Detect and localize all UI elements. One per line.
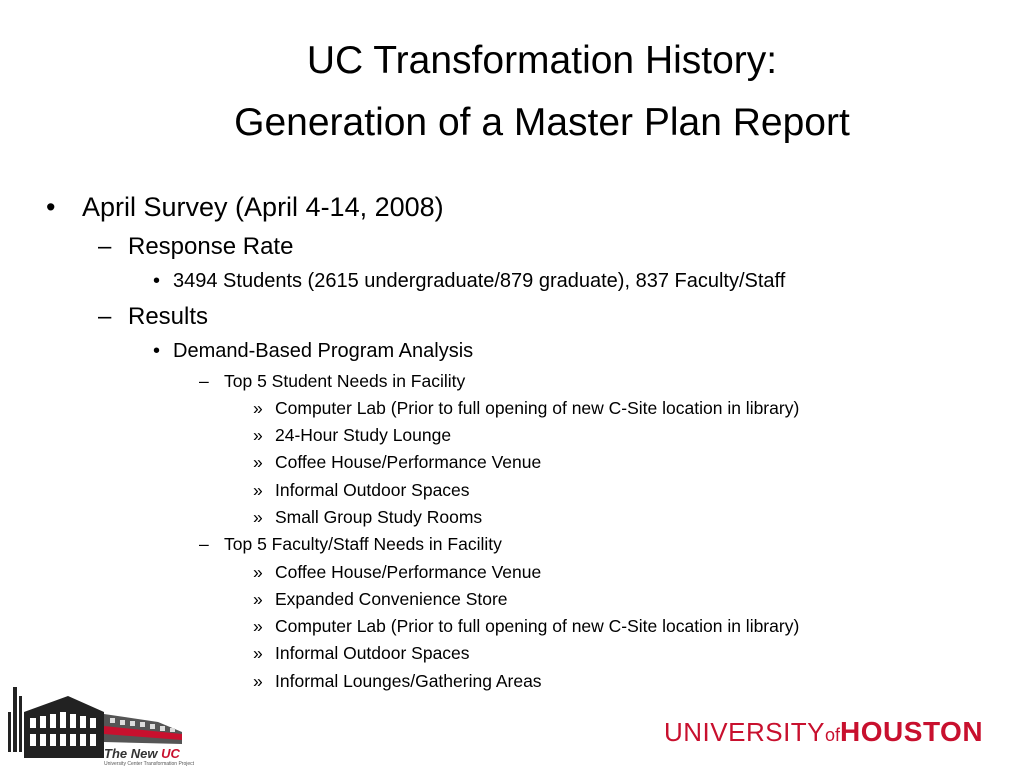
bullet-raquo: » [253,562,263,582]
bullet-dash: – [98,233,112,260]
bullet-dot: • [46,192,56,222]
student-need-text: Computer Lab (Prior to full opening of new C-Site location in library) [275,398,800,418]
faculty-need-item [253,643,470,664]
bullet-raquo: » [253,452,263,472]
logo-name-accent: UC [161,746,180,761]
bullet-response-rate [98,233,294,261]
student-need-item [253,452,542,473]
faculty-need-item [253,589,508,610]
bullet-raquo: » [253,643,263,663]
bullet-dot: • [153,340,161,362]
student-need-text: 24-Hour Study Lounge [275,425,452,445]
logo-of: of [825,725,841,745]
faculty-need-text: Computer Lab (Prior to full opening of new C-Site location in library) [275,616,800,636]
bullet-response-detail [153,270,786,293]
student-need-text: Small Group Study Rooms [275,507,483,527]
bullet-dash: – [199,371,209,391]
bullet-analysis [153,340,474,363]
faculty-need-text: Expanded Convenience Store [275,589,508,609]
bullet-dash: – [98,303,112,330]
bullet-raquo: » [253,589,263,609]
bullet-raquo: » [253,616,263,636]
student-heading-text: Top 5 Student Needs in Facility [224,371,466,391]
new-uc-logo-tagline: University Center Transformation Project [104,761,195,767]
analysis-text: Demand-Based Program Analysis [173,340,474,362]
bullet-student-heading [199,371,466,392]
results-text: Results [128,303,209,330]
new-uc-logo-text [104,746,180,761]
student-need-item [253,507,483,528]
faculty-need-item [253,671,542,692]
response-rate-text: Response Rate [128,233,294,260]
student-need-item [253,480,470,501]
title-line-1: UC Transformation History: [306,39,778,82]
bullet-raquo: » [253,671,263,691]
logo-university: UNIVERSITY [664,717,826,747]
slide-title [60,30,1024,154]
response-detail-text: 3494 Students (2615 undergraduate/879 graduate), 837 Faculty/Staff [173,270,786,292]
bullet-raquo: » [253,507,263,527]
university-of-houston-logo [664,716,983,748]
student-need-text: Coffee House/Performance Venue [275,452,542,472]
survey-text: April Survey (April 4-14, 2008) [82,192,444,222]
faculty-need-text: Informal Lounges/Gathering Areas [275,671,542,691]
bullet-raquo: » [253,425,263,445]
student-need-text: Informal Outdoor Spaces [275,480,470,500]
logo-name-prefix: The New [104,746,162,761]
student-need-item [253,398,800,419]
faculty-need-item [253,616,800,637]
faculty-need-item [253,562,542,583]
logo-houston: HOUSTON [840,716,984,747]
faculty-need-text: Coffee House/Performance Venue [275,562,542,582]
student-need-item [253,425,452,446]
bullet-raquo: » [253,398,263,418]
bullet-dash: – [199,534,209,554]
bullet-dot: • [153,270,161,292]
title-line-2: Generation of a Master Plan Report [234,101,850,144]
faculty-heading-text: Top 5 Faculty/Staff Needs in Facility [224,534,502,554]
faculty-need-text: Informal Outdoor Spaces [275,643,470,663]
bullet-results [98,303,209,331]
bullet-raquo: » [253,480,263,500]
bullet-survey [46,192,444,223]
bullet-faculty-heading [199,534,502,555]
